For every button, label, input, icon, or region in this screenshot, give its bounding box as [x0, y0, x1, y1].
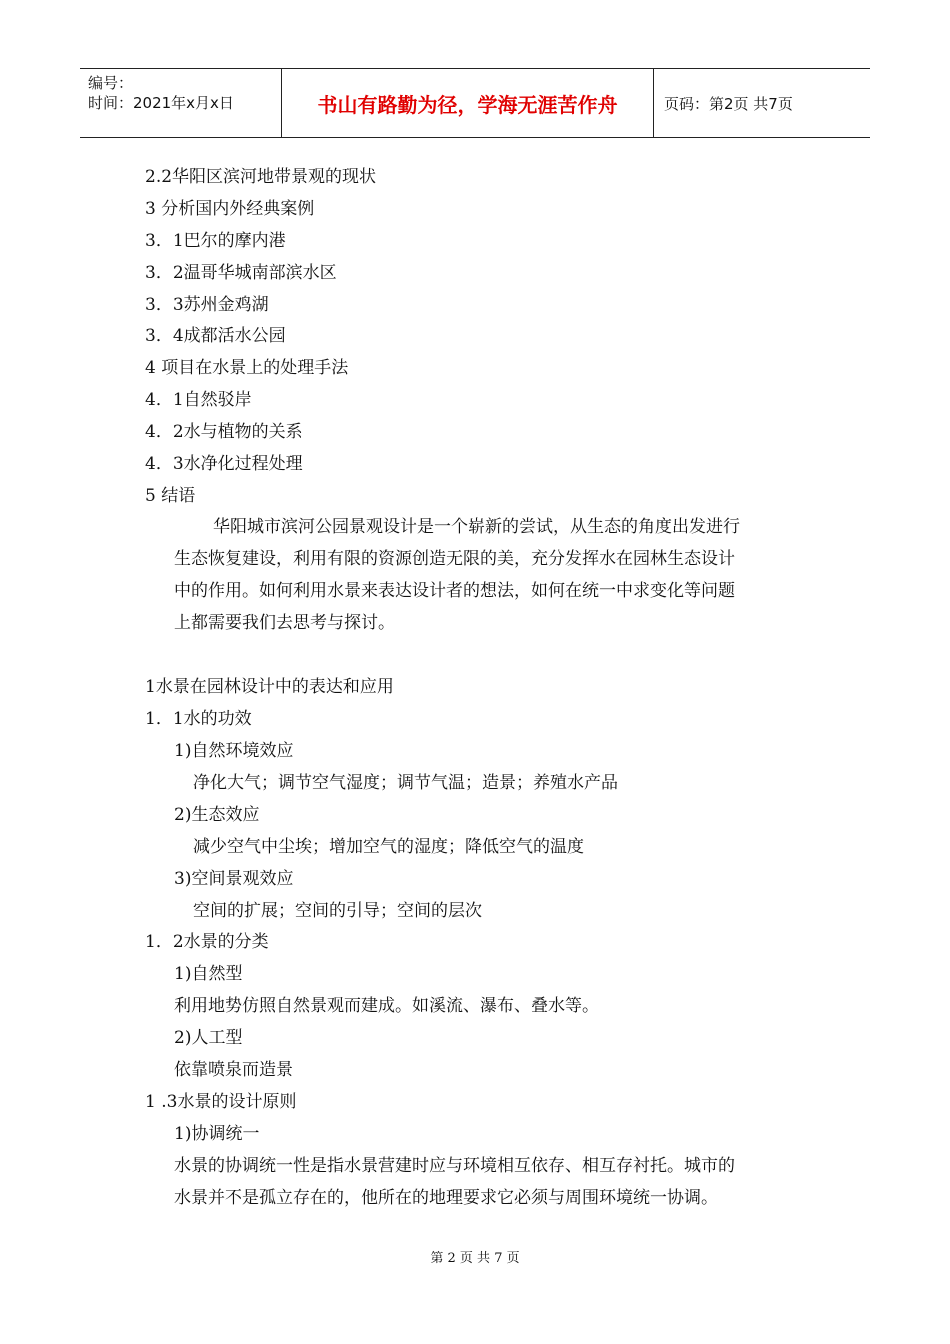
list-item-detail: 依靠喷泉而造景	[174, 1060, 293, 1080]
subsection-heading: 1 .3水景的设计原则	[145, 1092, 297, 1112]
list-item-detail: 利用地势仿照自然景观而建成。如溪流、瀑布、叠水等。	[174, 996, 599, 1016]
outline-item: 4 项目在水景上的处理手法	[145, 358, 349, 378]
conclusion-paragraph-line: 中的作用。如何利用水景来表达设计者的想法，如何在统一中求变化等问题	[174, 581, 735, 601]
outline-item: 3．2温哥华城南部滨水区	[145, 263, 337, 283]
outline-item: 3．4成都活水公园	[145, 326, 286, 346]
list-item: 1)自然环境效应	[174, 741, 294, 761]
list-item-detail: 净化大气；调节空气湿度；调节气温；造景；养殖水产品	[193, 773, 618, 793]
list-item-detail: 减少空气中尘埃；增加空气的湿度；降低空气的温度	[193, 837, 584, 857]
outline-item: 3．3苏州金鸡湖	[145, 295, 269, 315]
conclusion-paragraph-line: 上都需要我们去思考与探讨。	[174, 613, 395, 633]
header-page-info: 页码：第2页 共7页	[664, 94, 793, 113]
header-motto: 书山有路勤为径，学海无涯苦作舟	[282, 69, 654, 137]
list-item: 2)人工型	[174, 1028, 243, 1048]
outline-item: 4．1自然驳岸	[145, 390, 252, 410]
section-heading: 1水景在园林设计中的表达和应用	[145, 677, 394, 697]
outline-item: 2.2华阳区滨河地带景观的现状	[145, 167, 377, 187]
document-number-label: 编号：	[88, 74, 134, 92]
subsection-heading: 1．1水的功效	[145, 709, 252, 729]
body-text-line: 水景的协调统一性是指水景营建时应与环境相互依存、相互存衬托。城市的	[174, 1156, 735, 1176]
outline-item: 5 结语	[145, 486, 196, 506]
list-item: 2)生态效应	[174, 805, 260, 825]
outline-item: 4．2水与植物的关系	[145, 422, 303, 442]
conclusion-paragraph-line: 生态恢复建设，利用有限的资源创造无限的美，充分发挥水在园林生态设计	[174, 549, 735, 569]
page-footer: 第 2 页 共 7 页	[430, 1251, 520, 1266]
list-item: 1)协调统一	[174, 1124, 260, 1144]
outline-item: 4．3水净化过程处理	[145, 454, 303, 474]
header-left-cell	[80, 69, 282, 137]
list-item: 3)空间景观效应	[174, 869, 294, 889]
document-time-label: 时间：2021年x月x日	[88, 94, 234, 112]
list-item-detail: 空间的扩展；空间的引导；空间的层次	[193, 901, 482, 921]
body-text-line: 水景并不是孤立存在的，他所在的地理要求它必须与周围环境统一协调。	[174, 1188, 718, 1208]
conclusion-paragraph-line: 华阳城市滨河公园景观设计是一个崭新的尝试，从生态的角度出发进行	[213, 517, 740, 537]
outline-item: 3 分析国内外经典案例	[145, 199, 315, 219]
outline-item: 3．1巴尔的摩内港	[145, 231, 286, 251]
subsection-heading: 1．2水景的分类	[145, 932, 269, 952]
list-item: 1)自然型	[174, 964, 243, 984]
page-header	[80, 68, 870, 138]
